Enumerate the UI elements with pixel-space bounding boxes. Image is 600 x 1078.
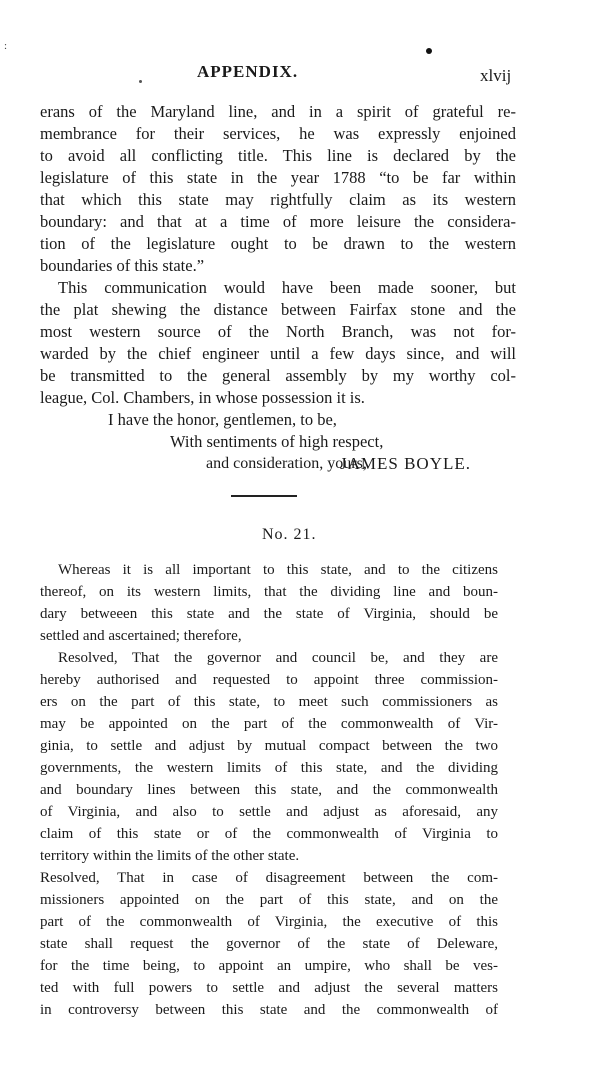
- letter-line: league, Col. Chambers, in whose possession it is.: [40, 388, 365, 407]
- letter-line: be transmitted to the general assembly by my worthy col-: [40, 366, 516, 385]
- resolution-line: may be appointed on the part of the commonwealth of Vir-: [40, 716, 498, 732]
- resolution-line: ers on the part of this state, to meet such commissioners as: [40, 694, 498, 710]
- margin-mark: :: [4, 40, 8, 52]
- running-title: APPENDIX.: [197, 62, 299, 81]
- letter-line: legislature of this state in the year 1788 “to be far within: [40, 168, 516, 187]
- resolution-line: part of the commonwealth of Virginia, the executive of this: [40, 914, 498, 930]
- resolution-line: ted with full powers to settle and adjust the several matters: [40, 980, 498, 996]
- resolution-line: settled and ascertained; therefore,: [40, 628, 242, 644]
- resolution-line: thereof, on its western limits, that the dividing line and boun-: [40, 584, 498, 600]
- ink-spot: [426, 48, 432, 54]
- letter-line: membrance for their services, he was expressly enjoined: [40, 124, 516, 143]
- letter-line: This communication would have been made sooner, but: [58, 278, 516, 297]
- resolution-line: Whereas it is all important to this state, and to the citizens: [58, 562, 498, 578]
- letter-line: that which this state may rightfully claim as its western: [40, 190, 516, 209]
- section-title: No. 21.: [262, 526, 317, 543]
- resolution-line: for the time being, to appoint an umpire, who shall be ves-: [40, 958, 498, 974]
- resolution-line: of Virginia, and also to settle and adjust as aforesaid, any: [40, 804, 498, 820]
- letter-line: most western source of the North Branch, was not for-: [40, 322, 516, 341]
- closing-line: I have the honor, gentlemen, to be,: [108, 410, 337, 429]
- page-number: xlvij: [480, 66, 512, 85]
- resolution-line: and boundary lines between this state, and the commonwealth: [40, 782, 498, 798]
- resolution-line: missioners appointed on the part of this state, and on the: [40, 892, 498, 908]
- letter-line: erans of the Maryland line, and in a spirit of grateful re-: [40, 102, 516, 121]
- resolution-line: dary betweeen this state and the state of Virginia, should be: [40, 606, 498, 622]
- resolution-line: ginia, to settle and adjust by mutual compact between the two: [40, 738, 498, 754]
- letter-line: boundaries of this state.”: [40, 256, 205, 275]
- letter-line: boundary: and that at a time of more leisure the considera-: [40, 212, 516, 231]
- page-header: [0, 62, 600, 90]
- resolution-line: territory within the limits of the other state.: [40, 848, 300, 864]
- resolution-line: hereby authorised and requested to appoint three commission-: [40, 672, 498, 688]
- resolution-line: claim of this state or of the commonwealth of Virginia to: [40, 826, 498, 842]
- signature: JAMES BOYLE.: [340, 454, 472, 473]
- resolution-line: Resolved, That the governor and council be, and they are: [58, 650, 498, 666]
- resolution-line: in controversy between this state and the commonwealth of: [40, 1002, 498, 1018]
- letter-line: to avoid all conflicting title. This line is declared by the: [40, 146, 516, 165]
- resolution-line: governments, the western limits of this state, and the dividing: [40, 760, 498, 776]
- resolution-line: Resolved, That in case of disagreement between the com-: [40, 870, 498, 886]
- section-divider: [231, 495, 297, 497]
- letter-line: warded by the chief engineer until a few days since, and will: [40, 344, 516, 363]
- closing-line: and consideration, yours,: [206, 455, 367, 472]
- letter-line: tion of the legislature ought to be drawn to the western: [40, 234, 516, 253]
- resolution-line: state shall request the governor of the state of Deleware,: [40, 936, 498, 952]
- letter-line: the plat shewing the distance between Fairfax stone and the: [40, 300, 516, 319]
- closing-line: With sentiments of high respect,: [170, 432, 384, 451]
